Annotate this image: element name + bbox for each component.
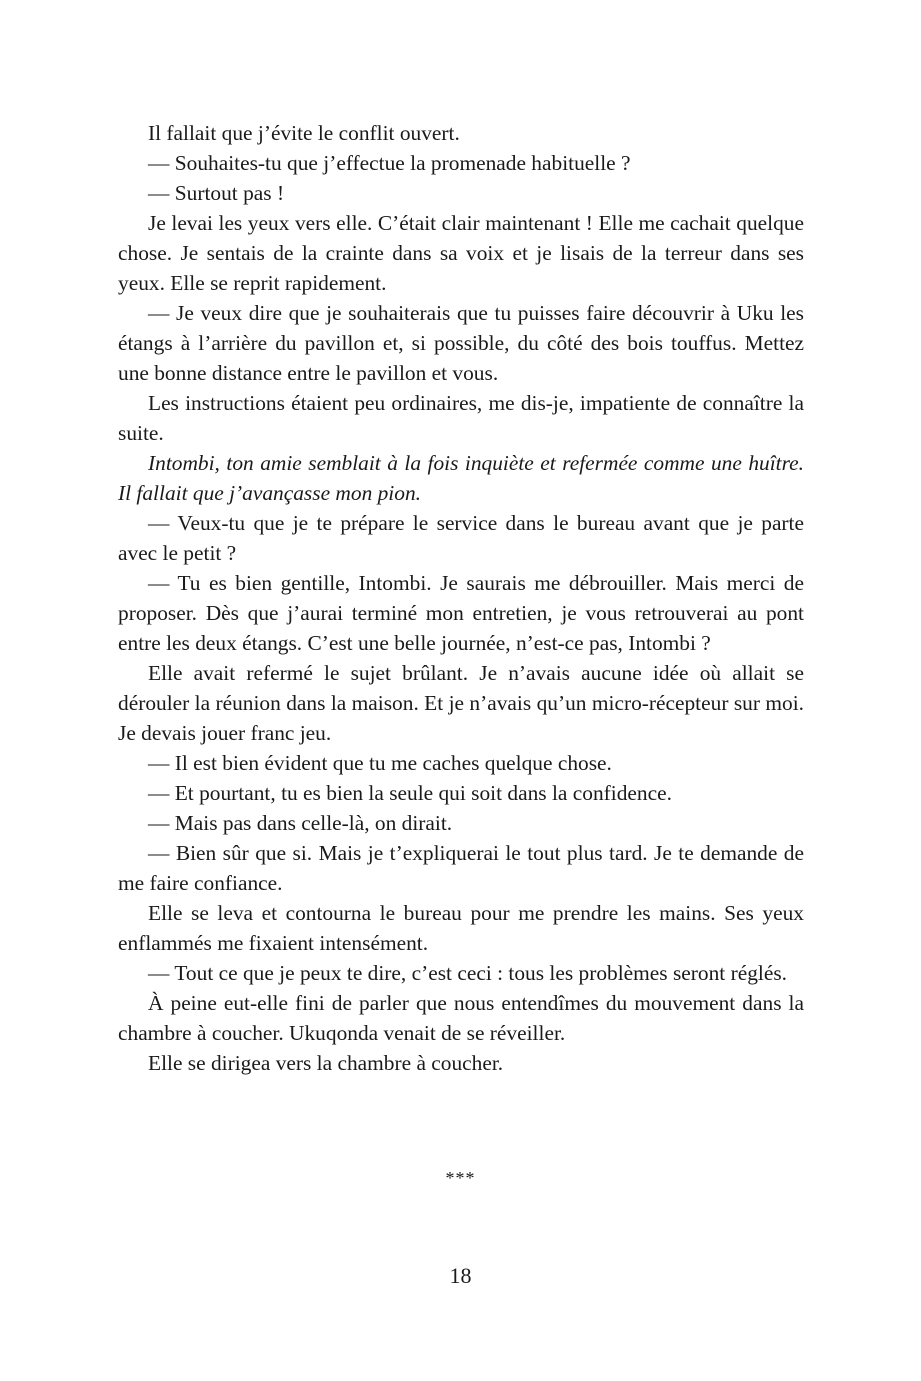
paragraph: — Tu es bien gentille, Intombi. Je saurais me débrouiller. Mais merci de proposer. Dès que j’aurai terminé mon entretien, je vous retrouverai au pont entre les deux étangs. C’est une belle journée, n’est-ce pas, Intombi ? — [118, 571, 804, 655]
paragraph: Elle se dirigea vers la chambre à coucher. — [148, 1051, 504, 1075]
section-separator: *** — [445, 1168, 476, 1188]
paragraph: — Bien sûr que si. Mais je t’expliquerai le tout plus tard. Je te demande de me faire confiance. — [118, 841, 804, 895]
paragraph: Je levai les yeux vers elle. C’était clair maintenant ! Elle me cachait quelque chose. Je sentais de la crainte dans sa voix et je lisais de la terreur dans ses yeux. Elle se reprit rapidement. — [118, 211, 804, 295]
paragraph: — Souhaites-tu que j’effectue la promenade habituelle ? — [148, 151, 631, 175]
paragraph: — Tout ce que je peux te dire, c’est ceci : tous les problèmes seront réglés. — [148, 961, 788, 985]
paragraph: — Veux-tu que je te prépare le service dans le bureau avant que je parte avec le petit ? — [118, 511, 804, 565]
paragraph: — Mais pas dans celle-là, on dirait. — [148, 811, 453, 835]
paragraph: Elle avait refermé le sujet brûlant. Je n’avais aucune idée où allait se dérouler la réunion dans la maison. Et je n’avais qu’un micro-récepteur sur moi. Je devais jouer franc jeu. — [118, 661, 804, 745]
page-body — [118, 118, 804, 1078]
paragraph: — Surtout pas ! — [148, 181, 285, 205]
paragraph: — Et pourtant, tu es bien la seule qui soit dans la confidence. — [148, 781, 672, 805]
paragraph: Elle se leva et contourna le bureau pour me prendre les mains. Ses yeux enflammés me fixaient intensément. — [118, 901, 804, 955]
italic-paragraph: Intombi, ton amie semblait à la fois inquiète et refermée comme une huître. Il fallait que j’avançasse mon pion. — [118, 451, 804, 505]
paragraph: Il fallait que j’évite le conflit ouvert. — [148, 121, 460, 145]
page-number: 18 — [449, 1263, 472, 1288]
paragraph: — Je veux dire que je souhaiterais que tu puisses faire découvrir à Uku les étangs à l’arrière du pavillon et, si possible, du côté des bois touffus. Mettez une bonne distance entre le pavillon et vous. — [118, 301, 804, 385]
paragraph: À peine eut-elle fini de parler que nous entendîmes du mouvement dans la chambre à coucher. Ukuqonda venait de se réveiller. — [118, 991, 804, 1045]
paragraph: Les instructions étaient peu ordinaires, me dis-je, impatiente de connaître la suite. — [118, 391, 804, 445]
paragraph: — Il est bien évident que tu me caches quelque chose. — [148, 751, 612, 775]
